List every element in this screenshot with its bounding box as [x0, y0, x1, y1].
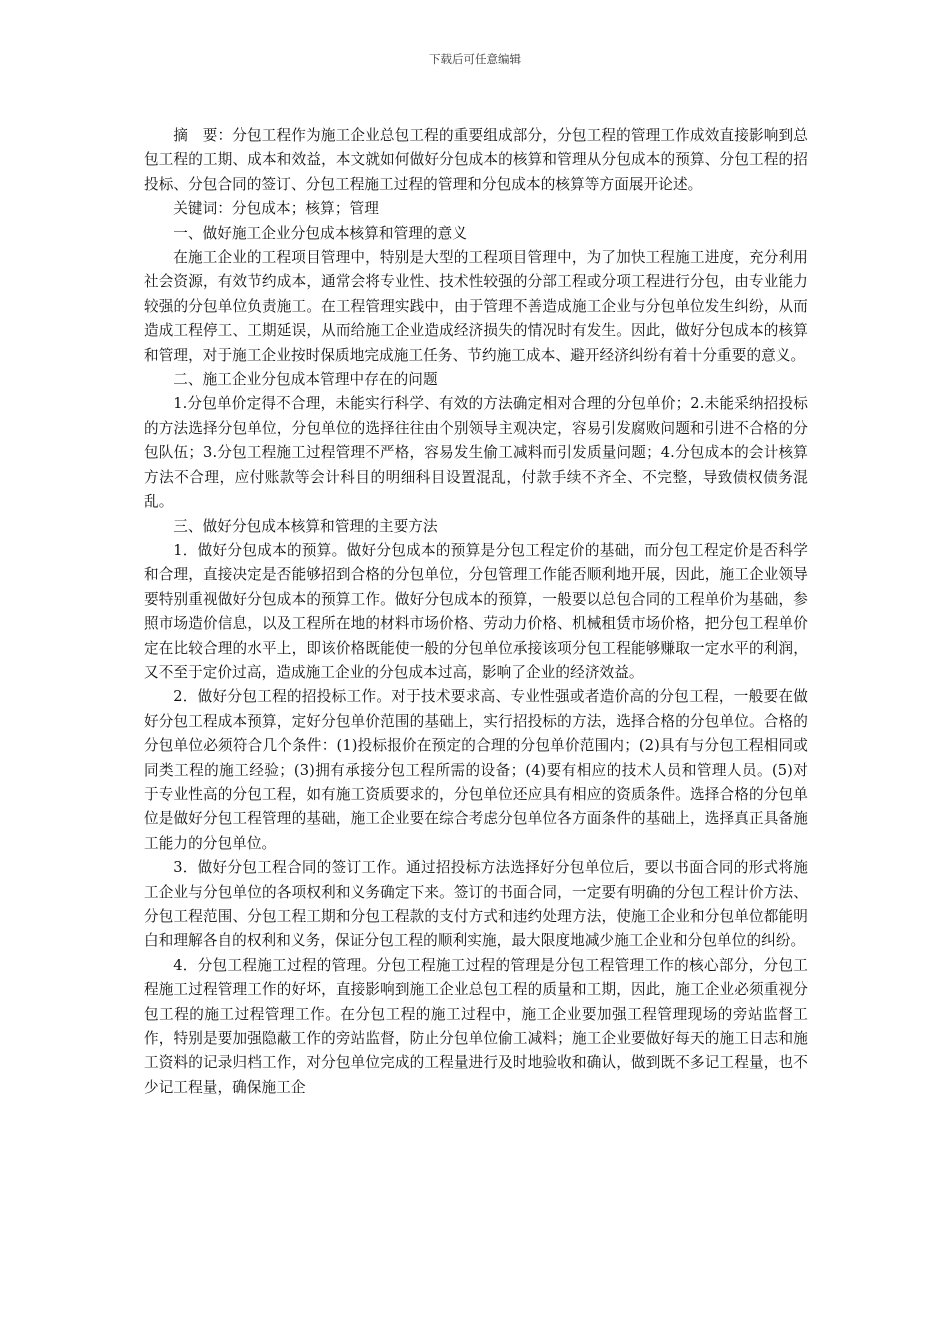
body-paragraph: 1．做好分包成本的预算。做好分包成本的预算是分包工程定价的基础，而分包工程定价是否科学和合理，直接决定是否能够招到合格的分包单位，分包管理工作能否顺利地开展，因此，施工企业领导要特别重视做好分包成本的预算工作。做好分包成本的预算，一般要以总包合同的工程单价为基础，参照市场造价信息，以及工程所在地的材料市场价格、劳动力价格、机械租赁市场价格，把分包工程单价定在比较合理的水平上，即该价格既能使一般的分包单位承接该项分包工程能够赚取一定水平的利润，又不至于定价过高，造成施工企业的分包成本过高，影响了企业的经济效益。: [144, 541, 808, 681]
document-body: [144, 124, 808, 1100]
body-paragraph: 1.分包单价定得不合理，未能实行科学、有效的方法确定相对合理的分包单价；2.未能采纳招投标的方法选择分包单位，分包单位的选择往往由个别领导主观决定，容易引发腐败问题和引进不合格的分包队伍；3.分包工程施工过程管理不严格，容易发生偷工减料而引发质量问题；4.分包成本的会计核算方法不合理，应付账款等会计科目的明细科目设置混乱，付款手续不齐全、不完整，导致债权债务混乱。: [144, 395, 808, 511]
keywords-paragraph: 关键词：分包成本；核算；管理: [173, 200, 379, 218]
section-heading-2: 二、施工企业分包成本管理中存在的问题: [173, 371, 438, 389]
section-heading-3: 三、做好分包成本核算和管理的主要方法: [173, 517, 438, 535]
page-header: 下载后可任意编辑: [429, 52, 521, 66]
body-paragraph: 4．分包工程施工过程的管理。分包工程施工过程的管理是分包工程管理工作的核心部分，分包工程施工过程管理工作的好坏，直接影响到施工企业总包工程的质量和工期，因此，施工企业必须重视分包工程的施工过程管理工作。在分包工程的施工过程中，施工企业要加强工程管理现场的旁站监督工作，特别是要加强隐蔽工作的旁站监督，防止分包单位偷工减料；施工企业要做好每天的施工日志和施工资料的记录归档工作，对分包单位完成的工程量进行及时地验收和确认，做到既不多记工程量，也不少记工程量，确保施工企: [144, 956, 808, 1096]
body-paragraph: 2．做好分包工程的招投标工作。对于技术要求高、专业性强或者造价高的分包工程，一般要在做好分包工程成本预算，定好分包单价范围的基础上，实行招投标的方法，选择合格的分包单位。合格的分包单位必须符合几个条件：(1)投标报价在预定的合理的分包单价范围内；(2)具有与分包工程相同或同类工程的施工经验；(3)拥有承接分包工程所需的设备；(4)要有相应的技术人员和管理人员。(5)对于专业性高的分包工程，如有施工资质要求的，分包单位还应具有相应的资质条件。选择合格的分包单位是做好分包工程管理的基础，施工企业要在综合考虑分包单位各方面条件的基础上，选择真正具备施工能力的分包单位。: [144, 688, 808, 852]
abstract-paragraph: 摘 要：分包工程作为施工企业总包工程的重要组成部分，分包工程的管理工作成效直接影响到总包工程的工期、成本和效益，本文就如何做好分包成本的核算和管理从分包成本的预算、分包工程的招投标、分包合同的签订、分包工程施工过程的管理和分包成本的核算等方面展开论述。: [144, 127, 808, 193]
body-paragraph: 在施工企业的工程项目管理中，特别是大型的工程项目管理中，为了加快工程施工进度，充分利用社会资源，有效节约成本，通常会将专业性、技术性较强的分部工程或分项工程进行分包，由专业能力较强的分包单位负责施工。在工程管理实践中，由于管理不善造成施工企业与分包单位发生纠纷，从而造成工程停工、工期延误，从而给施工企业造成经济损失的情况时有发生。因此，做好分包成本的核算和管理，对于施工企业按时保质地完成施工任务、节约施工成本、避开经济纠纷有着十分重要的意义。: [144, 249, 808, 364]
body-paragraph: 3．做好分包工程合同的签订工作。通过招投标方法选择好分包单位后，要以书面合同的形式将施工企业与分包单位的各项权利和义务确定下来。签订的书面合同，一定要有明确的分包工程计价方法、分包工程范围、分包工程工期和分包工程款的支付方式和违约处理方法，使施工企业和分包单位都能明白和理解各自的权利和义务，保证分包工程的顺利实施，最大限度地减少施工企业和分包单位的纠纷。: [144, 859, 808, 950]
section-heading-1: 一、做好施工企业分包成本核算和管理的意义: [173, 224, 468, 242]
